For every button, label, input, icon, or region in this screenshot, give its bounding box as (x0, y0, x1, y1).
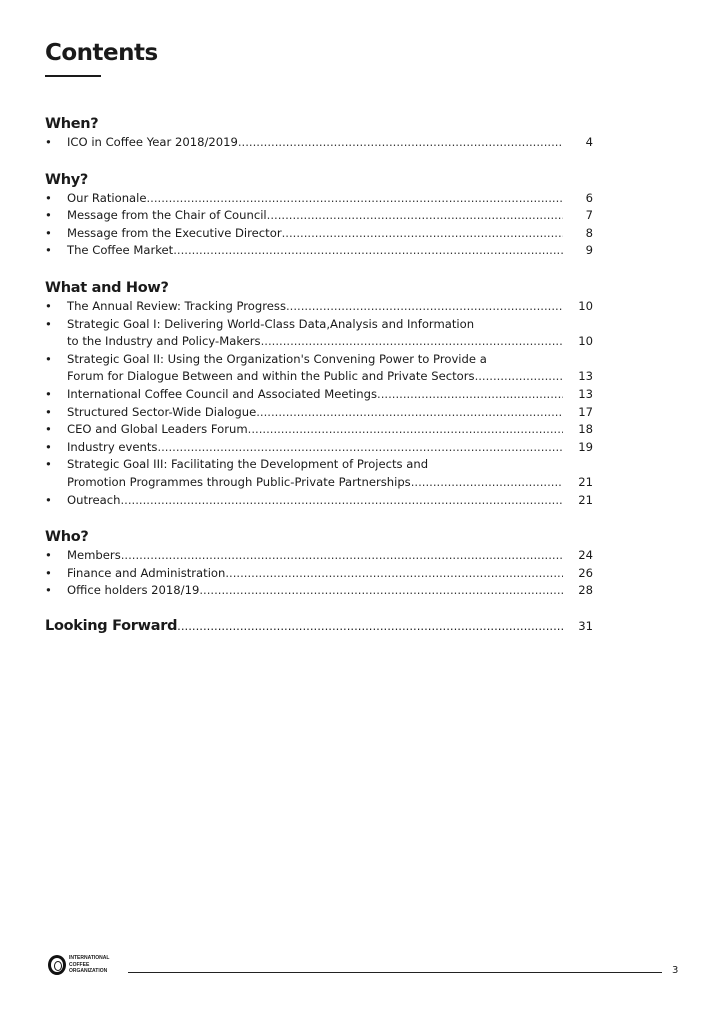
toc-entry-text[interactable]: The Coffee Market (67, 243, 174, 258)
toc-page-number[interactable]: 13 (578, 386, 593, 401)
toc-entry-text[interactable]: Structured Sector-Wide Dialogue (67, 404, 257, 419)
toc-entry[interactable] (45, 565, 593, 583)
toc-page-number[interactable]: 28 (578, 583, 593, 598)
dot-leader (199, 582, 563, 600)
dot-leader (475, 368, 563, 386)
bullet-icon: • (45, 422, 52, 437)
toc-entry-text[interactable]: Strategic Goal II: Using the Organization's Convening Power to Provide a (67, 351, 487, 366)
section-heading: When? (45, 116, 99, 132)
bullet-icon: • (45, 583, 52, 598)
dot-leader (238, 134, 563, 152)
toc-entry[interactable] (45, 190, 593, 208)
dot-leader (256, 404, 563, 422)
toc-entry-text[interactable]: Office holders 2018/19 (67, 583, 200, 598)
toc-entry[interactable] (45, 351, 593, 386)
page-number: 3 (672, 965, 679, 976)
toc-entry-line (45, 565, 593, 583)
toc-page-number[interactable]: 24 (578, 548, 593, 563)
toc-page-number[interactable]: 7 (585, 208, 593, 223)
footer-rule (128, 972, 662, 973)
toc-page-number[interactable]: 21 (578, 474, 593, 489)
logo-text (69, 955, 109, 975)
bullet-icon: • (45, 404, 52, 419)
toc-entry-text[interactable]: Forum for Dialogue Between and within the Public and Private Sectors (67, 369, 475, 384)
toc-entry-line (45, 439, 593, 457)
toc-entry-text[interactable]: Members (67, 548, 121, 563)
toc-entry-line (45, 474, 593, 492)
toc-entry-line (45, 421, 593, 439)
dot-leader (177, 619, 563, 633)
toc-entry-line (45, 242, 593, 260)
bullet-icon: • (45, 351, 52, 366)
toc-page-number[interactable]: 6 (585, 190, 593, 205)
bullet-icon: • (45, 439, 52, 454)
toc-entry[interactable] (45, 404, 593, 422)
dot-leader (377, 386, 563, 404)
toc-entry[interactable] (45, 316, 593, 351)
toc-entry-line (45, 316, 593, 334)
dot-leader (147, 190, 564, 208)
toc-page-number[interactable]: 19 (578, 439, 593, 454)
toc-entry[interactable] (45, 456, 593, 491)
toc-entry-line (45, 351, 593, 369)
toc-entry-text[interactable]: Message from the Executive Director (67, 225, 282, 240)
logo-line: COFFEE (69, 961, 90, 968)
dot-leader (121, 492, 564, 510)
logo-line: ORGANIZATION (69, 968, 108, 974)
toc-entry-text[interactable]: Message from the Chair of Council (67, 208, 267, 223)
toc-entry-line (45, 368, 593, 386)
toc-entry[interactable] (45, 386, 593, 404)
dot-leader (173, 242, 563, 260)
toc-page-number[interactable]: 10 (578, 334, 593, 349)
bullet-icon: • (45, 548, 52, 563)
toc-page-number[interactable]: 13 (578, 369, 593, 384)
toc-page-number[interactable]: 17 (578, 404, 593, 419)
toc-entry-text[interactable]: Strategic Goal I: Delivering World-Class Data,Analysis and Information (67, 316, 475, 331)
toc-entry-text[interactable]: Our Rationale (67, 190, 147, 205)
bullet-icon: • (45, 208, 52, 223)
dot-leader (411, 474, 563, 492)
bullet-icon: • (45, 457, 52, 472)
dot-leader (248, 421, 563, 439)
toc-entry-text[interactable]: to the Industry and Policy-Makers (67, 334, 261, 349)
toc-entry-line (45, 547, 593, 565)
dot-leader (261, 333, 563, 351)
dot-leader (282, 225, 563, 243)
toc-page-number[interactable]: 9 (585, 243, 593, 258)
toc-entry[interactable] (45, 421, 593, 439)
toc-entry-line (45, 386, 593, 404)
toc-entry-text[interactable]: Industry events (67, 439, 158, 454)
toc-page-number[interactable]: 8 (585, 225, 593, 240)
toc-entry-line (45, 134, 593, 152)
toc-entry-text[interactable]: International Coffee Council and Associated Meetings (67, 386, 378, 401)
toc-page-number[interactable]: 18 (578, 422, 593, 437)
toc-entry[interactable] (45, 582, 593, 600)
toc-entry-line (45, 298, 593, 316)
toc-entry-text[interactable]: ICO in Coffee Year 2018/2019 (67, 135, 238, 149)
section-heading: Why? (45, 171, 88, 188)
bullet-icon: • (45, 386, 52, 401)
toc-entry-line (45, 207, 593, 225)
toc-entry-line (45, 582, 593, 600)
toc-page-number[interactable]: 4 (585, 135, 593, 149)
dot-leader (157, 439, 563, 457)
toc-entry-text[interactable]: Strategic Goal III: Facilitating the Development of Projects and (67, 457, 429, 472)
section-heading[interactable]: Looking Forward (45, 617, 178, 634)
dot-leader (121, 547, 563, 565)
toc-entry-line (45, 492, 593, 510)
toc-page-number[interactable]: 26 (578, 565, 593, 580)
section-heading: Who? (45, 529, 89, 546)
toc-entry-text[interactable]: CEO and Global Leaders Forum (67, 422, 248, 437)
toc-page-number[interactable]: 10 (578, 298, 593, 313)
table-of-contents (45, 114, 593, 634)
toc-entry-line (45, 404, 593, 422)
bullet-icon: • (45, 565, 52, 580)
toc-entry-text[interactable]: Promotion Programmes through Public-Private Partnerships (67, 474, 411, 489)
toc-entry[interactable] (45, 242, 593, 260)
section-heading: What and How? (45, 279, 169, 296)
bullet-icon: • (45, 492, 52, 507)
bullet-icon: • (45, 225, 52, 240)
toc-entry-line (45, 333, 593, 351)
toc-page-number[interactable]: 21 (578, 492, 593, 507)
toc-entry-text[interactable]: Outreach (67, 492, 121, 507)
bullet-icon: • (45, 135, 52, 149)
toc-entry[interactable] (45, 134, 593, 152)
toc-entry-text[interactable]: Finance and Administration (67, 565, 226, 580)
toc-entry[interactable] (45, 547, 593, 565)
toc-entry[interactable] (45, 207, 593, 225)
toc-page-number[interactable]: 31 (578, 618, 593, 633)
toc-entry-looking-forward[interactable] (45, 618, 593, 634)
logo-line: INTERNATIONAL (69, 955, 110, 961)
toc-entry[interactable] (45, 439, 593, 457)
toc-entry[interactable] (45, 492, 593, 510)
dot-leader (225, 565, 563, 583)
bullet-icon: • (45, 316, 52, 331)
toc-entry-line (45, 456, 593, 474)
bullet-icon: • (45, 298, 52, 313)
toc-entry-line (45, 190, 593, 208)
toc-entry[interactable] (45, 298, 593, 316)
toc-entry[interactable] (45, 225, 593, 243)
ico-logo-icon (48, 955, 66, 975)
bullet-icon: • (45, 190, 52, 205)
dot-leader (267, 207, 563, 225)
title-underline (45, 75, 101, 77)
dot-leader (286, 298, 563, 316)
bullet-icon: • (45, 243, 52, 258)
toc-entry-text[interactable]: The Annual Review: Tracking Progress (67, 298, 286, 313)
toc-entry-line (45, 225, 593, 243)
page-title: Contents (45, 40, 158, 66)
